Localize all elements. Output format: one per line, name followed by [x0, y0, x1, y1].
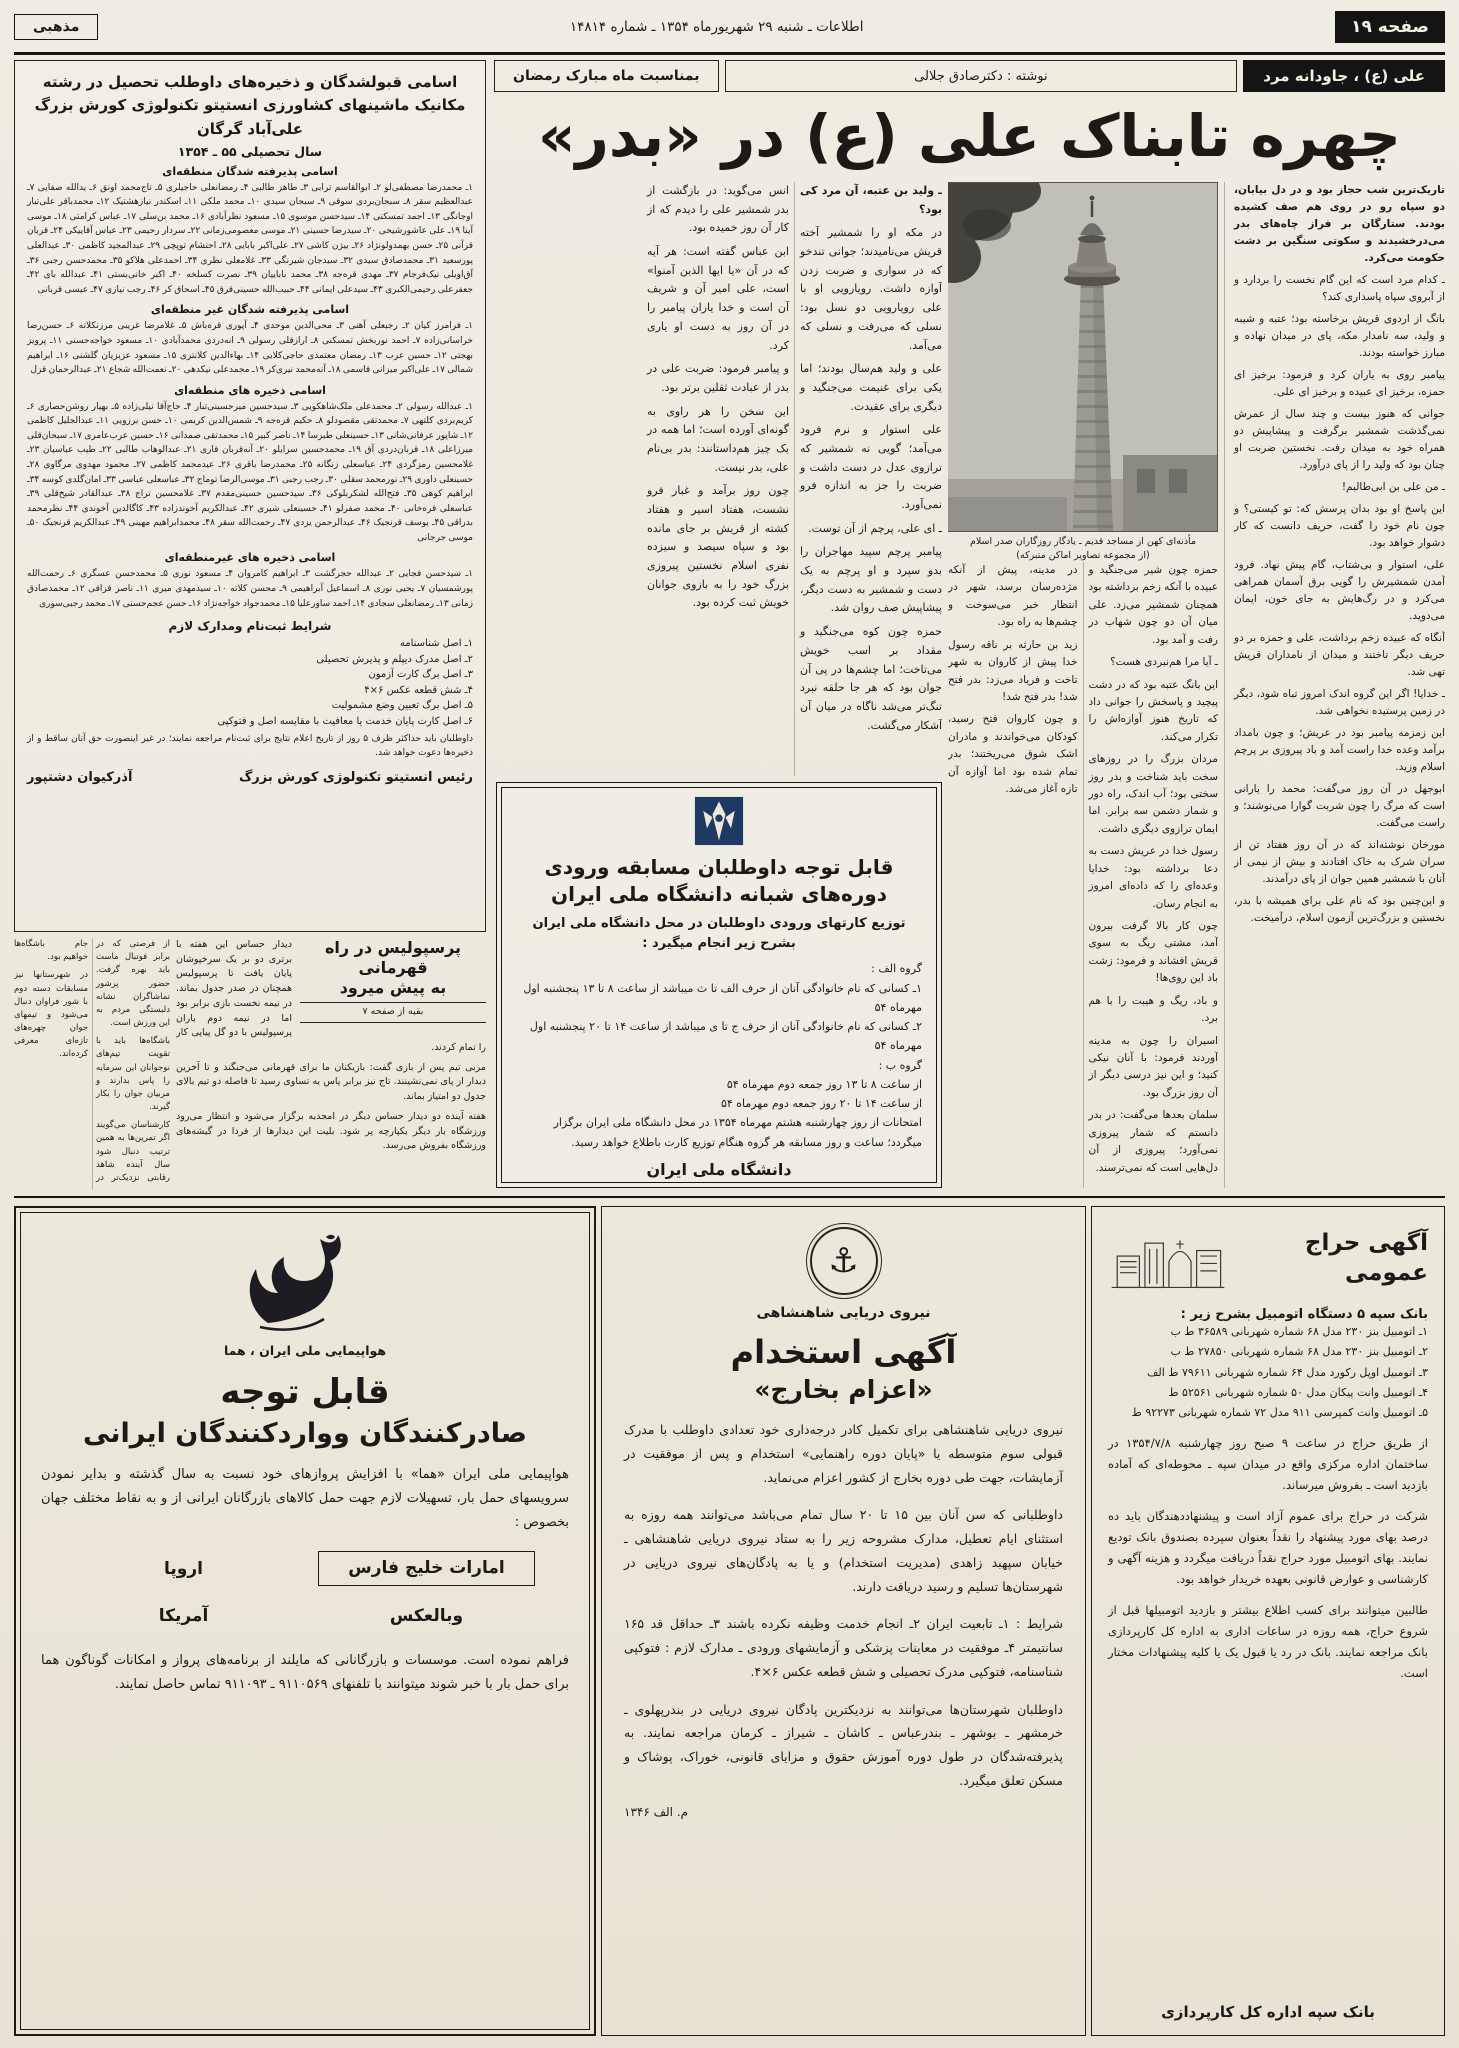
navy-ad-paragraph: داوطلبانی که سن آنان بین ۱۵ تا ۲۰ سال تمام می‌باشد می‌توانند همه روزه به استثنای ایام تعطیل، مدارک مشروحه زیر را به ستاد نیروی دریایی شاهنشاهی ـ خیابان سپهبد زاهدی (مدیریت استخدام) و یا به پادگان‌های نیروی دریایی در شهرستان‌ها تسلیم و رسید دریافت دارند.	[624, 1507, 1064, 1594]
anchor-icon	[810, 1227, 878, 1295]
destination-label: اروپا	[164, 1558, 203, 1579]
iranair-brand-caption: هواپیمایی ملی ایران ، هما	[223, 1343, 387, 1358]
article-paragraph: و چون کاروان فتح رسید، کودکان می‌خواندند و مادران اشک شوق می‌ریختند؛ بدر تمام شده بود اما آوازه آن تازه آغاز می‌شد.	[948, 713, 1078, 796]
article-paragraph: رسول خدا در عریش دست به دعا برداشته بود: خدایا وعده‌ای را که داده‌ای امروز به انجام رسان.	[1088, 845, 1218, 910]
admissions-section-heading: اسامی ذخیره های غیرمنطقه‌ای	[164, 551, 336, 565]
article-paragraph: علی، استوار و بی‌شتاب، گام پیش نهاد. فرود آمدن شمشیرش را گویی برق آسمان همراهی می‌کرد و در رگ‌هایش به جای خون، ایمان می‌دوید.	[1234, 559, 1445, 622]
photo-caption-line: مأذنه‌ای کهن از مساجد قدیم ـ یادگار روزگاران صدر اسلام	[969, 536, 1197, 547]
article-paragraph: چون کار بالا گرفت بیرون آمد، مشتی ریگ به سوی قریش افشاند و فرمود: زشت باد این روی‌ها!	[1088, 920, 1218, 985]
bank-ad-intro: بانک سپه ۵ دستگاه اتومبیل بشرح زیر :	[1180, 1307, 1428, 1322]
sports-side-paragraph: کارشناسان می‌گویند اگر تمرین‌ها به همین ترتیب دنبال شود سال آینده شاهد رقابتی نزدیک‌تر در جام باشگاه‌ها خواهیم بود.	[14, 939, 170, 1183]
page-number-badge: صفحه ۱۹	[1335, 11, 1445, 43]
article-paragraph: در مدینه، پیش از آنکه مژده‌رسان برسد، شهر در انتظار خبر می‌سوخت و چشم‌ها به راه بود.	[948, 564, 1078, 629]
signature-name: آذرکیوان دشتپور	[27, 770, 133, 786]
admissions-name-list: ۱ـ عبدالله رسولی ۲ـ محمدعلی ملک‌شاهکویی ۳ـ سیدحسین میرحسینی‌تبار ۴ـ حاج‌آقا نیلی‌زاده ۵ـ بهیار روشن‌حصاری ۶ـ کریم‌بردی کلتهی ۷ـ محمدتقی مقصودلو ۸ـ حکیم قره‌جه ۹ـ شمس‌الدین کریمی ۱۰ـ حسن برزویی ۱۱ـ عبدالجلیل کاظمی ۱۲ـ شاپور عرفانی‌شانی ۱۳ـ حسینعلی طبرسا ۱۴ـ ناصر کبیر ۱۵ـ محمدتقی صمدانی ۱۶ـ حسین عرب‌عامری ۱۷ـ سبحان‌قلی میرزاعلی ۱۸ـ قربان‌دردی آق ۱۹ـ محمدحسین سرایلو ۲۰ـ آنه‌قربان قاری ۲۱ـ عبدالوهاب طالبی ۲۲ـ طیب عباسیان ۲۳ـ غلامحسین رمزگردی ۲۴ـ عباسعلی زنگانه ۲۵ـ محمدرضا باقری ۲۶ـ عیدمحمد کاظمی ۲۷ـ محمود مهدوی مرگاوی ۲۸ـ حسینعلی داوری ۲۹ـ نورمحمد سقلی ۳۰ـ رجب رجبی ۳۱ـ موسی‌الرضا توماج ۳۲ـ عباسعلی عباسی ۳۳ـ امان‌گلدی کوسه ۳۴ـ ابراهیم کوهی ۳۵ـ فتح‌الله لشکربلوکی ۳۶ـ سیدحسین حسینی‌مقدم ۳۷ـ غلامحسین تراج ۳۸ـ عبدالقادر شیخ‌قلی ۳۹ـ عباسعلی قره‌خانی ۴۰ـ محمد صفرلو ۴۱ـ حسینعلی شیری ۴۲ـ عبدالکریم آخوندزاده ۴۳ـ کاگالدین آخوندی ۴۴ـ نظرمحمد بدراقی ۴۵ـ یوسف قرنجیک ۴۶ـ عبدالرحمن یزدی ۴۷ـ رحمت‌الله سقر ۴۸ـ محمدابراهیم مهینی ۴۹ـ عبدالکریم قرنجیک ۵۰ـ موسی جرجانی	[27, 401, 474, 543]
university-notice-lead: توزیع کارتهای ورودی داوطلبان در محل دانشگاه ملی ایران بشرح زیر انجام میگیرد :	[532, 916, 906, 952]
sports-article	[176, 938, 486, 1190]
navy-recruitment-ad	[601, 1206, 1086, 2036]
university-notice-title: قابل توجه داوطلبان مسابقه ورودی	[544, 855, 894, 879]
requirement-item: ۵ـ اصل برگ تعیین وضع مشمولیت	[331, 700, 473, 712]
anchor-glyph: ⚓	[828, 1241, 859, 1281]
article-columns-middle	[494, 182, 942, 776]
article-paragraph: و باد، ریگ و هیبت را با هم برد.	[1088, 994, 1218, 1025]
navy-ad-paragraph: داوطلبان شهرستان‌ها می‌توانند به نزدیکترین پادگان نیروی دریایی در بندرپهلوی ـ خرمشهر ـ بوشهر ـ بندرعباس ـ کاشان ـ شیراز ـ کرمان مراجعه نمایند. به پذیرفته‌شدگان در طول دوره آموزش حقوق و مزایای قانونی، خوراک، پوشاک و مسکن تعلق میگیرد.	[624, 1701, 1063, 1788]
article-paragraph: این زمزمه پیامبر بود در عریش؛ و چون بامداد برآمد وعده خدا راست آمد و باد پیروزی بر پرچم اسلام وزید.	[1234, 727, 1445, 773]
article-paragraph: تاریک‌ترین شب حجاز بود و در دل بیابان، دو سپاه رو در روی هم صف کشیده بودند. ستارگان بر فراز چاه‌های بدر می‌درخشیدند و سکوتی سنگین بر دشت حکومت می‌کرد.	[1234, 184, 1445, 264]
article-paragraph: انس می‌گوید: در بازگشت از بدر شمشیر علی را دیدم که از کار آن روز خمیده بود.	[647, 184, 789, 235]
auction-car-item: ۵ـ اتومبیل وانت کمپرسی ۹۱۱ مدل ۷۲ شماره شهربانی ۹۲۲۷۳ ط	[1131, 1406, 1428, 1420]
article-paragraph: مورخان نوشته‌اند که در آن روز هفتاد تن از سران شرک به خاک افتادند و بیش از نیمی از آنان با شمشیر همین جوان از پای درآمدند.	[1234, 839, 1445, 885]
sports-side-paragraph: از فرصتی که در برابر فوتبال ماست باید بهره گرفت. حضور پرشور تماشاگران نشانه دلبستگی مردم به این ورزش است.	[96, 939, 170, 1029]
iranair-destinations	[75, 1551, 535, 1633]
requirement-item: ۴ـ شش قطعه عکس ۶×۴	[364, 684, 473, 696]
university-notice-line: گروه الف :	[871, 962, 922, 976]
university-notice-line: از ساعت ۸ تا ۱۳ روز جمعه دوم مهرماه ۵۴	[726, 1077, 922, 1091]
university-notice-line: ۱ـ کسانی که نام خانوادگی آنان از حرف الف تا ث میباشد از ساعت ۸ تا ۱۳ پنجشنبه اول مهرماه ۵۴	[523, 981, 922, 1014]
article-paragraph: سلمان بعدها می‌گفت: در بدر دانستم که شمار پیروزی نمی‌آورد؛ پیروزی از آن دل‌هایی است که نمی‌ترسند.	[1088, 1109, 1218, 1174]
requirement-item: ۶ـ اصل کارت پایان خدمت یا معافیت با مقایسه اصل و فتوکپی	[217, 715, 473, 727]
university-notice-line: گروه ب :	[878, 1058, 922, 1072]
article-paragraph: حمزه چون کوه می‌جنگید و مقداد بر اسب خویش می‌تاخت؛ اما چشم‌ها در پی آن جوان بود که هر جا حلقه نبرد تنگ‌تر می‌شد ناگاه در میان آن آشکار می‌گشت.	[800, 625, 942, 732]
signature-role: رئیس انستیتو تکنولوژی کورش بزرگ	[238, 770, 473, 786]
university-logo	[516, 796, 922, 850]
article-paragraph: چون روز برآمد و غبار فرو نشست، هفتاد اسیر و هفتاد کشته از قریش بر جای مانده بود و سپاه سیصد و سیزده نفری اسلام نخستین پیروزی بزرگ خود را به بازوی جوانان خویش ثبت کرده بود.	[647, 484, 789, 610]
article-paragraph: ـ خدایا! اگر این گروه اندک امروز تباه شود، دیگر در زمین پرستیده نخواهی شد.	[1234, 688, 1445, 717]
minaret-photo	[948, 182, 1218, 532]
article-paragraph: ابن عباس گفته است: هر آیه که در آن «یا ایها الذین آمنوا» است، علی امیر آن و شریف آن است و خدا یاران پیامبر را در آن روز به دست او یاری کرد.	[647, 245, 789, 352]
sports-paragraph: هفته آینده دو دیدار حساس دیگر در امجدیه برگزار می‌شود و انتظار می‌رود ورزشگاه بار دیگر یکپارچه پر شود. بلیت این دیدارها از فردا در گیشه‌های ورزشگاه بفروش می‌رسد.	[176, 1110, 486, 1152]
article-paragraph: این پاسخ او بود بدان پرسش که: تو کیستی؟ و چون نام خود را گفت، حریف دانست که کار دشوار خواهد بود.	[1234, 503, 1445, 549]
bank-auction-ad	[1091, 1206, 1445, 2036]
university-signature: دانشگاه ملی ایران	[646, 1159, 792, 1179]
article-kicker: علی (ع) ، جاودانه مرد	[1243, 60, 1445, 92]
navy-ad-subheadline: «اعزام بخارج»	[754, 1375, 933, 1404]
article-paragraph: ـ ای علی، پرچم از آن توست.	[808, 521, 942, 535]
sports-side-column	[14, 938, 170, 1190]
admissions-section-heading: اسامی ذخیره های منطقه‌ای	[174, 383, 326, 397]
bank-ad-paragraph: از طریق حراج در ساعت ۹ صبح روز چهارشنبه ۱۳۵۴/۷/۸ در ساختمان اداره مرکزی واقع در میدان سپه ـ محوطه‌ای که آماده بازدید است ـ بفروش میرساند.	[1108, 1435, 1428, 1493]
article-paragraph: ـ من علی بن ابی‌طالبم!	[1341, 481, 1445, 493]
navy-org-name: نیروی دریایی شاهنشاهی	[756, 1305, 931, 1321]
destination-label: آمریکا	[158, 1605, 209, 1626]
sports-continued-from: بقیه از صفحه ۷	[300, 1002, 486, 1023]
header-bar	[14, 8, 1445, 46]
section-badge: مذهبی	[14, 14, 98, 40]
auction-car-item: ۴ـ اتومبیل وانت پیکان مدل ۵۰ شماره شهربانی ۵۲۵۶۱ ط	[1168, 1386, 1428, 1400]
bank-ad-title: آگهی حراج عمومی	[1304, 1230, 1428, 1286]
photo-caption	[948, 535, 1218, 563]
article-paragraph: و پیامبر فرمود: ضربت علی در بدر از عبادت ثقلین برتر بود.	[647, 362, 789, 394]
university-notice-line: ۲ـ کسانی که نام خانوادگی آنان از حرف ج تا ی میباشد از ساعت ۱۴ تا ۲۰ پنجشنبه اول مهرماه ۵۴	[529, 1020, 922, 1053]
ads-divider-rule	[14, 1196, 1445, 1198]
article-byline: نوشته : دکترصادق جلالی	[725, 60, 1238, 92]
article-paragraph: بانگ از اردوی قریش برخاسته بود؛ عتبه و شیبه و ولید، سه نامدار مکه، پای در میدان نهاده و مبارز خواسته بودند.	[1234, 313, 1445, 359]
article-paragraph: این سخن را هر راوی به گونه‌ای آورده است؛ اما همه در یک چیز هم‌داستانند: بدر بی‌نام علی، بدر نیست.	[647, 404, 789, 474]
requirement-item: ۲ـ اصل مدرک دیپلم و پذیرش تحصیلی	[316, 653, 473, 665]
article-paragraph: پیامبر روی به یاران کرد و فرمود: برخیز ای حمزه، برخیز ای عبیده و برخیز ای علی.	[1234, 369, 1445, 398]
admissions-subtitle: سال تحصیلی ۵۵ ـ ۱۳۵۴	[177, 143, 323, 159]
article-paragraph: ابوجهل در آن روز می‌گفت: محمد را یارانی است که مرگ را چون شربت گوارا می‌نوشند؛ و راست می‌گفت.	[1234, 783, 1445, 829]
sports-paragraph: دیدار حساس این هفته با برتری دو بر یک سرخپوشان پایان یافت تا پرسپولیس همچنان در صدر جدول بماند. در نیمه نخست بازی برابر بود اما در نیمه دوم یاران پرسپولیس با دو گل پیاپی کار را تمام کردند.	[176, 939, 486, 1054]
bank-ad-header	[1108, 1221, 1428, 1297]
navy-ad-headline: آگهی استخدام	[730, 1333, 957, 1371]
iranair-ad-inner	[20, 1212, 590, 2030]
bank-ad-paragraph: شرکت در حراج برای عموم آزاد است و پیشنهاددهندگان باید ده درصد بهای مورد پیشنهاد را نقداً بعنوان سپرده بصندوق بانک تودیع نمایند. بهای اتومبیل مورد حراج نقداً دریافت میگردد و هزینه آگهی و کارشناسی و عوارض قانونی بعهده خریدار خواهد بود.	[1108, 1508, 1428, 1587]
sports-side-paragraph: باشگاه‌ها باید با تقویت تیم‌های نوجوانان این سرمایه را پاس بدارند و مربیان جوان را بکار گیرند.	[96, 1036, 170, 1113]
article-occasion: بمناسبت ماه مبارک رمضان	[494, 60, 719, 92]
article-paragraph: اسیران را چون به مدینه آوردند فرمود: با آنان نیکی کنید؛ و این نیز درسی دیگر از آن روز بزرگ بود.	[1088, 1034, 1218, 1099]
navy-ad-paragraph: شرایط : ۱ـ تابعیت ایران ۲ـ انجام خدمت وظیفه نکرده باشند ۳ـ حداقل قد ۱۶۵ سانتیمتر ۴ـ موفقیت در معاینات پزشکی و آزمایشهای ورودی ـ مدارک لازم : فتوکپی شناسنامه، فتوکپی مدرک تحصیلی و شش قطعه عکس ۶×۴.	[624, 1616, 1063, 1679]
article-paragraph: علی و ولید هم‌سال بودند؛ اما یکی برای غنیمت می‌جنگید و دیگری برای عقیدت.	[800, 362, 942, 413]
article-paragraph: جوانی که هنوز بیست و چند سال از عمرش نمی‌گذشت شمشیر برگرفت و پیشاپیش دو همراه خود به میدان رفت. نخستین ضربت او چنان بود که ولید را از پای درآورد.	[1234, 408, 1445, 471]
sports-headline: پرسپولیس در راه قهرمانی	[324, 938, 462, 977]
requirement-item: ۳ـ اصل برگ کارت آزمون	[368, 669, 473, 681]
navy-ad-paragraph: نیروی دریایی شاهنشاهی برای تکمیل کادر درجه‌داری خود تعدادی داوطلب با مدرک قبولی سوم متوسطه یا «پایان دوره راهنمایی» استخدام و پس از موفقیت در آزمایشات، جهت طی دوره بخارج از کشور اعزام می‌نماید.	[624, 1422, 1063, 1485]
navy-ad-reference: م. الف ۱۳۴۶	[624, 1804, 689, 1819]
main-headline: چهره تابناک علی (ع) در «بدر»	[538, 102, 1401, 170]
article-paragraph: ـ ولید بن عتبه، آن مرد کی بود؟	[800, 184, 942, 216]
article-kicker-row	[494, 60, 1445, 92]
bank-ad-signature: بانک سپه اداره کل کارپردازی	[1161, 2003, 1375, 2021]
destination-label: امارات خلیج فارس	[318, 1551, 535, 1586]
auction-car-item: ۳ـ اتومبیل اوپل رکورد مدل ۶۴ شماره شهربانی ۷۹۶۱۱ ط الف	[1147, 1365, 1428, 1379]
admissions-note: داوطلبان باید حداکثر ظرف ۵ روز از تاریخ اعلام نتایج برای ثبت‌نام مراجعه نمایند؛ در غیر اینصورت حق آنان ساقط و از ذخیره‌ها دعوت خواهد شد.	[27, 734, 473, 759]
article-paragraph: آنگاه که عبیده زخم برداشت، علی و حمزه بر دو حریف دیگر تاختند و میدان از نامداران قریش تهی شد.	[1234, 632, 1445, 678]
auction-car-item: ۲ـ اتومبیل بنز ۲۳۰ مدل ۶۸ شماره شهربانی ۲۷۸۵۰ ط ب	[1170, 1345, 1428, 1359]
article-paragraph: ـ کدام مرد است که این گام نخست را بردارد و از آبروی سپاه پاسداری کند؟	[1234, 274, 1445, 303]
university-notice-line: از ساعت ۱۴ تا ۲۰ روز جمعه دوم مهرماه ۵۴	[720, 1097, 922, 1111]
paper-date-line: اطلاعات ـ شنبه ۲۹ شهریورماه ۱۳۵۴ ـ شماره ۱۴۸۱۴	[569, 19, 864, 35]
article-paragraph: مردان بزرگ را در روزهای سخت باید شناخت و بدر روز سختی بود؛ آب اندک، راه دور و شمار دشمن سه برابر. اما ایمان ترازوی دیگری داشت.	[1088, 753, 1218, 835]
photo-caption-line: (از مجموعه تصاویر اماکن متبرکه)	[1016, 549, 1150, 561]
admissions-requirements-title: شرایط ثبت‌نام ومدارک لازم	[168, 619, 332, 634]
article-photo-figure	[948, 182, 1218, 563]
university-notice-inner	[501, 787, 937, 1183]
article-paragraph: علی استوار و نرم فرود می‌آمد؛ گویی نه شمشیر که ترازوی عدل در دست داشت و ضربت را جز به اندازه فرو نمی‌آورد.	[800, 423, 942, 511]
article-paragraph: پیامبر پرچم سپید مهاجران را بدو سپرد و او پرچم به یک دست و شمشیر به دست دیگر، پیشاپیش صف روان شد.	[800, 545, 942, 615]
article-paragraph: این بانگ عتبه بود که در دشت پیچید و پاسخش را جوانی داد که تاریخ هنوز آوازه‌اش را تکرار می‌کند.	[1088, 678, 1218, 743]
homa-bird-logo	[41, 1227, 569, 1341]
requirement-item: ۱ـ اصل شناسنامه	[399, 638, 473, 650]
university-notice-ad	[496, 782, 942, 1188]
sports-side-paragraph: در شهرستانها نیز مسابقات دسته دوم با شور فراوان دنبال می‌شود و تیمهای جوان چهره‌های تازه‌ای معرفی کرده‌اند.	[14, 970, 88, 1060]
sports-paragraph: مربی تیم پس از بازی گفت: بازیکنان ما برای قهرمانی می‌جنگند و تا آخرین دیدار از پای نمی‌نشینند. تاج نیز برابر پاس به تساوی رسید تا فاصله دو تیم بالای جدول دو امتیاز بماند.	[176, 1061, 486, 1103]
iranair-headline: قابل توجه	[220, 1372, 390, 1412]
admissions-name-list: ۱ـ سیدحسن فجایی ۲ـ عبدالله حجرگشت ۳ـ ابراهیم کامروان ۴ـ مسعود نوری ۵ـ محمدحسن عسگری ۶ـ رحمت‌الله پورشمسیان ۷ـ یحیی نوری ۸ـ اسماعیل آبراهیمی ۹ـ محسن کلاته ۱۰ـ سیدمهدی میری ۱۱ـ ناصر قزاقی ۱۲ـ محمدصادق زمانی ۱۳ـ رمضانعلی سجادی ۱۴ـ احمد ساورعلیا ۱۵ـ محمدجواد خواجه‌نژاد ۱۶ـ حسن عجم‌حسنی ۱۷ـ محمد رجبی‌سوری	[27, 569, 474, 609]
article-columns-under-photo	[948, 562, 1218, 1188]
university-notice-title: دوره‌های شبانه دانشگاه ملی ایران	[551, 882, 887, 906]
iranair-body: فراهم نموده است. موسسات و بازرگانانی که مایلند از برنامه‌های پرواز و امکانات گوناگون هما برای حمل بار با خبر شوند میتوانند با تلفنهای ۹۱۱۰۵۶۹ ـ ۹۱۱۰۹۳ تماس حاصل نمایند.	[41, 1653, 569, 1693]
admissions-name-list: ۱ـ فرامرز کیان ۲ـ رجبعلی آهنی ۳ـ محی‌الدین موحدی ۴ـ آپوری قره‌باش ۵ـ غلامرضا غریبی مرزنکلاته ۶ـ حسن‌رضا خراسانی‌زاده ۷ـ احمد نوربخش تمسکنی ۸ـ ارازقلی رسولی ۹ـ انه‌دردی محمدآبادی ۱۰ـ مسعود خواجه‌حسنی ۱۱ـ پرویز بهجتی ۱۲ـ حسین عرب ۱۳ـ رمضان معتمدی حاجی‌کلایی ۱۴ـ بهاءالدین کلانتری ۱۵ـ مسعود عزیزیان گلشنی ۱۶ـ ابراهیم شمالی ۱۷ـ علی‌اکبر میزانی قاسمی ۱۸ـ آنه‌محمد نیری‌کر ۱۹ـ محمدعلی نیکدهی ۲۰ـ نعمت‌الله شجاع ۲۱ـ عبدالرحمان قزل	[27, 321, 474, 376]
admissions-section-heading: اسامی پذیرفته شدگان منطقه‌ای	[162, 164, 338, 178]
auction-car-item: ۱ـ اتومبیل بنز ۲۳۰ مدل ۶۸ شماره شهربانی ۳۶۵۸۹ ط ب	[1170, 1325, 1428, 1338]
article-column-1	[1224, 182, 1445, 1188]
article-paragraph: و این‌چنین بود که نام علی برای همیشه با بدر، نخستین و بزرگ‌ترین آزمون اسلام، درآمیخت.	[1234, 895, 1445, 924]
article-paragraph: زید بن حارثه بر ناقه رسول خدا پیش از کاروان به شهر تاخت و فریاد می‌زد: بدر فتح شد! بدر فتح شد!	[948, 638, 1078, 703]
admissions-title: اسامی قبولشدگان و ذخیره‌های داوطلب تحصیل در رشته مکانیک ماشینهای کشاورزی انستیتو تکنولوژی کورش بزرگ علی‌آباد گرگان	[34, 73, 466, 138]
university-notice-line: امتحانات از روز چهارشنبه هشتم مهرماه ۱۳۵۴ در محل دانشگاه ملی ایران برگزار میگردد؛ ساعت و روز مسابقه هر گروه هنگام توزیع کارت باطلاع خواهد رسید.	[553, 1116, 922, 1149]
admissions-signature	[27, 770, 473, 785]
iranair-subheadline: صادرکنندگان وواردکنندگان ایرانی	[83, 1418, 527, 1449]
sports-headline-box	[300, 938, 486, 1023]
header-rule	[14, 52, 1445, 55]
bank-building-sketch	[1108, 1221, 1228, 1297]
article-paragraph: ـ آیا مرا هم‌نبردی هست؟	[1110, 656, 1218, 669]
iranair-body: هواپیمایی ملی ایران «هما» با افزایش پروازهای خود نسبت به سال گذشته و بدایر نمودن سرویسهای حمل بار، تسهیلات لازم جهت حمل کالاهای بازرگانان ایرانی از و به نقاط مختلف جهان بخصوص :	[41, 1467, 569, 1531]
admissions-name-list: ۱ـ محمدرضا مصطفی‌لو ۲ـ ابوالقاسم ترابی ۳ـ طاهر طالبی ۴ـ رمضانعلی حاجیلری ۵ـ تاج‌محمد اونق ۶ـ یدالله صفایی ۷ـ عبدالعظیم سقر ۸ـ سبحان‌بردی سوقی ۹ـ سبحان سیدی ۱۰ـ محمد ملکی ۱۱ـ اسکندر نیازهشتیک ۱۲ـ محمدباقر علی‌تبار اوجانگی ۱۳ـ احمد تمسکنی ۱۴ـ سیدحسن موسوی ۱۵ـ مسعود نظرآبادی ۱۶ـ محمد بن‌سلی ۱۷ـ عباس کرامتی ۱۸ـ موسی آینا ۱۹ـ علی عاشورشیخی ۲۰ـ سیدرضا حسینی ۲۱ـ موسی معصومی‌زمانی ۲۲ـ سردار رحیمی ۲۳ـ عباس آقاییکی ۲۴ـ قربان قرآنی ۲۵ـ حسن بهمدولونژاد ۲۶ـ بیژن کاشی ۲۷ـ علی‌اکبر بابایی ۲۸ـ احتشام توپچی ۲۹ـ عبدالمجید کاظمی ۳۰ـ عبدالعلی پورسعید ۳۱ـ محمدصادق سیدی ۳۲ـ سیدجان شیرنگی ۳۳ـ غلامعلی نظری ۳۴ـ احمدعلی هلاکو ۳۵ـ محمدحسن رجبی ۳۶ـ آق‌اویلی نیک‌فرجام ۳۷ـ مهدی قره‌جه ۳۸ـ محمد باباییان ۳۹ـ نصرت کسلخه ۴۰ـ اکبر خانی‌بستی ۴۱ـ عبدالله بای ۴۲ـ جعفرعلی رحیمی‌الکبری ۴۳ـ سیدعلی ایمانی ۴۴ـ حبیب‌الله حسینی‌قرق ۴۵ـ اسحاق کر ۴۶ـ رجب نیازی ۴۷ـ عیسی قربانی	[27, 182, 474, 295]
article-paragraph: در مکه او را شمشیر آخته قریش می‌نامیدند؛ جوانی تندخو که در سواری و ضربت زدن آوازه داشت. رویارویی او با علی رویارویی دو نسل بود: نسلی که می‌رفت و نسلی که می‌آمد.	[800, 226, 942, 352]
admissions-article	[14, 60, 486, 932]
bank-ad-paragraph: طالبین میتوانند برای کسب اطلاع بیشتر و بازدید اتومبیلها قبل از شروع حراج، همه روزه در ساعات اداری به اداره کل کارپردازی بانک مراجعه نمایند. بانک در رد یا قبول یک یا کلیه پیشنهادات مختار است.	[1108, 1602, 1428, 1681]
iranair-ad	[14, 1206, 596, 2036]
destination-label: وبالعکس	[389, 1605, 464, 1626]
sports-headline: به پیش میرود	[339, 978, 447, 997]
article-paragraph: حمزه چون شیر می‌جنگید و عبیده با آنکه زخم برداشته بود همچنان شمشیر می‌زد. علی میان آن دو چون شهاب در رفت و آمد بود.	[1088, 564, 1218, 646]
admissions-section-heading: اسامی پذیرفته شدگان غیر منطقه‌ای	[150, 303, 350, 317]
